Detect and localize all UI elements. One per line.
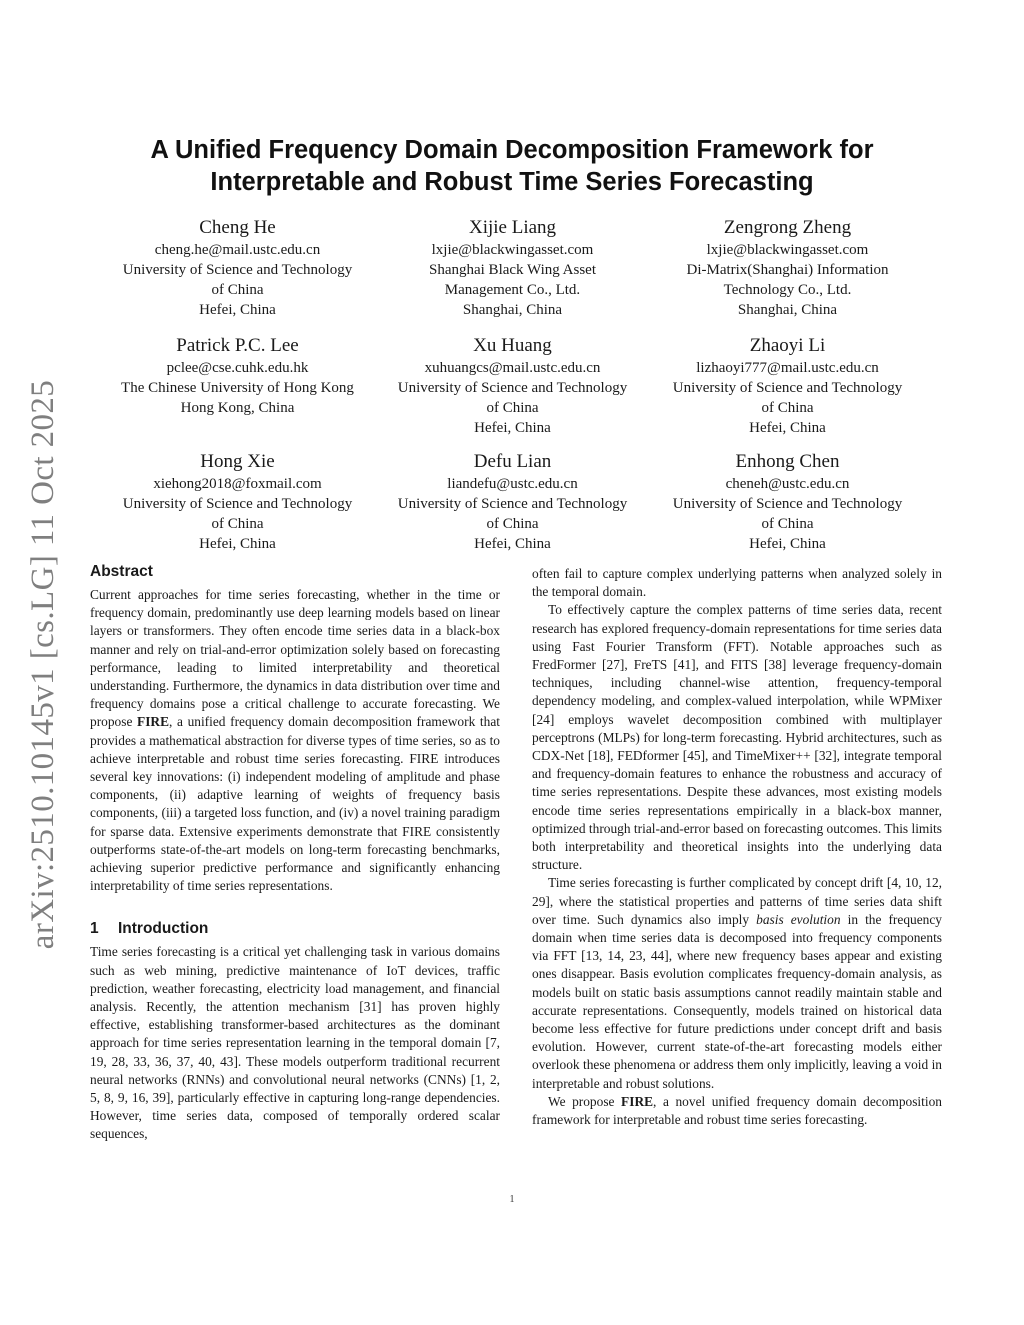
author-affiliation: of China xyxy=(486,400,539,416)
arxiv-identifier xyxy=(20,372,68,956)
author-location: Shanghai, China xyxy=(462,302,563,318)
model-name: FIRE xyxy=(137,714,170,730)
paragraph-text: Time series forecasting is further complicated by concept drift [4, 10, 12, 29], where the statistical properties and patterns of time series data shift over time. Such dynamics also imply xyxy=(532,875,942,927)
author-location: Hefei, China xyxy=(199,302,276,318)
intro-paragraph-3 xyxy=(532,874,942,1092)
author-block xyxy=(375,334,650,438)
arxiv-identifier-text: arXiv:2510.10145v1 [cs.LG] 11 Oct 2025 xyxy=(25,379,62,949)
author-block xyxy=(375,450,650,554)
author-affiliation: of China xyxy=(761,516,814,532)
author-affiliation: University of Science and Technology xyxy=(397,380,628,396)
author-affiliation: of China xyxy=(486,516,539,532)
author-email: lxjie@blackwingasset.com xyxy=(706,242,869,258)
paragraph-text: , a novel unified frequency domain decomposition framework for interpretable and robust time series forecasting. xyxy=(532,1093,942,1128)
author-location: Hefei, China xyxy=(199,536,276,552)
paper-title-line: Interpretable and Robust Time Series Forecasting xyxy=(210,168,814,196)
author-email: pclee@cse.cuhk.edu.hk xyxy=(166,360,309,376)
emphasis-text: basis evolution xyxy=(756,911,841,927)
author-block xyxy=(100,334,375,418)
author-affiliation: University of Science and Technology xyxy=(672,496,903,512)
author-block xyxy=(100,216,375,320)
section-number: 1 xyxy=(90,920,99,938)
author-affiliation: The Chinese University of Hong Kong xyxy=(121,380,354,396)
author-name: Zengrong Zheng xyxy=(723,217,852,238)
author-name: Cheng He xyxy=(199,217,276,238)
author-affiliation: University of Science and Technology xyxy=(397,496,628,512)
author-location: Hefei, China xyxy=(749,536,826,552)
model-name: FIRE xyxy=(621,1093,654,1109)
paragraph-text: We propose xyxy=(548,1093,622,1109)
author-block xyxy=(100,450,375,554)
paper-title-line: A Unified Frequency Domain Decomposition Framework for xyxy=(150,136,874,164)
author-email: lizhaoyi777@mail.ustc.edu.cn xyxy=(696,360,879,376)
author-location: Shanghai, China xyxy=(737,302,838,318)
author-location: Hong Kong, China xyxy=(180,400,295,416)
paper-title xyxy=(100,134,924,198)
author-name: Patrick P.C. Lee xyxy=(176,335,299,356)
author-name: Xijie Liang xyxy=(468,217,557,238)
author-affiliation: of China xyxy=(211,282,264,298)
author-affiliation: Technology Co., Ltd. xyxy=(723,282,852,298)
author-affiliation: University of Science and Technology xyxy=(672,380,903,396)
author-affiliation: Management Co., Ltd. xyxy=(444,282,581,298)
author-location: Hefei, China xyxy=(749,420,826,436)
left-column xyxy=(90,562,500,1144)
author-email: xiehong2018@foxmail.com xyxy=(153,476,322,492)
intro-paragraph-2: To effectively capture the complex patterns of time series data, recent research has explored frequency-domain representations for time series data using Fast Fourier Transform (FFT). Notable approaches such as FredFormer [27], FreTS [41], and FITS [38] leverage frequency-domain techniques, including channel-wise attention, frequency-temporal dependency modeling, and complex-valued interpolation, while WPMixer [24] employs wavelet decomposition combined with multiplayer perceptrons (MLPs) for long-term forecasting. Hybrid architectures, such as CDX-Net [18], FEDformer [45], and TimeMixer++ [32], integrate temporal and frequency-domain features to enhance the robustness and accuracy of time series representations. Despite these advances, most existing models encode time series representations empirically in a black-box manner, optimized through trial-and-error based on forecasting outcomes. This limits both interpretability and theoretical insights into the underlying data structure. xyxy=(532,602,942,873)
intro-paragraph-1: Time series forecasting is a critical yet challenging task in various domains such as web mining, predictive maintenance of IoT devices, traffic prediction, weather forecasting, electricity load management, and financial analysis. Recently, the attention mechanism [31] has proven highly effective, establishing transformer-based architectures as the dominant approach for time series representation learning in the temporal domain [7, 19, 28, 33, 36, 37, 40, 43]. These models outperform traditional recurrent neural networks (RNNs) and convolutional neural networks (CNNs) [1, 2, 5, 8, 9, 16, 39], particularly effective in capturing long-range dependencies. However, time series data, composed of temporally ordered scalar sequences, xyxy=(90,944,500,1142)
author-affiliation: Shanghai Black Wing Asset xyxy=(428,262,597,278)
author-block xyxy=(375,216,650,320)
author-email: xuhuangcs@mail.ustc.edu.cn xyxy=(424,360,601,376)
author-affiliation: of China xyxy=(211,516,264,532)
author-name: Xu Huang xyxy=(473,335,552,356)
abstract-heading: Abstract xyxy=(90,563,153,580)
author-affiliation: University of Science and Technology xyxy=(122,496,353,512)
abstract-text: Current approaches for time series forecasting, whether in the time or frequency domain, predominantly use deep learning models based on linear layers or transformers. They often encode time series data in a black-box manner and rely on trial-and-error optimization solely based on forecasting performance, leading to limited interpretability and theoretical understanding. Furthermore, the dynamics in data distribution over time and frequency domains pose a critical challenge to accurate forecasting. We propose FIRE, a unified frequency domain decomposition framework that provides a mathematical abstraction for diverse types of time series, so as to achieve interpretable and robust time series forecasting. FIRE introduces several key innovations: (i) independent modeling of amplitude and phase components, (ii) adaptive learning of weights of frequency basis components, (iii) a targeted loss function, and (iv) a novel training paradigm for sparse data. Extensive experiments demonstrate that FIRE consistently outperforms state-of-the-art models on long-term forecasting benchmarks, achieving superior predictive performance and significantly enhancing interpretability of time series representations. xyxy=(90,587,500,894)
author-block xyxy=(650,216,925,320)
author-location: Hefei, China xyxy=(474,420,551,436)
intro-paragraph-4 xyxy=(532,1093,942,1129)
section-title: Introduction xyxy=(118,920,209,938)
author-block xyxy=(650,450,925,554)
paragraph-text: in the frequency domain when time series data is decomposed into frequency components via FFT [13, 14, 23, 44], where new frequency bases appear and existing ones disappear. Basis evolution complicates frequency-domain analysis, as models built on static basis assumptions cannot readily maintain stable and accurate representations. Consequently, models trained on historical data become less effective for future predictions under concept drift and basis evolution. However, current state-of-the-art forecasting models either overlook these phenomena or address them only implicitly, leaving a void in interpretable and robust solutions. xyxy=(532,911,943,1091)
author-block xyxy=(650,334,925,438)
right-column xyxy=(532,565,942,1129)
author-email: cheng.he@mail.ustc.edu.cn xyxy=(154,242,321,258)
author-location: Hefei, China xyxy=(474,536,551,552)
introduction-heading xyxy=(90,919,500,939)
author-affiliation: Di-Matrix(Shanghai) Information xyxy=(686,262,889,278)
intro-paragraph-1-continued: often fail to capture complex underlying patterns when analyzed solely in the temporal domain. xyxy=(532,566,942,600)
author-email: lxjie@blackwingasset.com xyxy=(431,242,594,258)
author-affiliation: of China xyxy=(761,400,814,416)
author-name: Zhaoyi Li xyxy=(749,335,826,356)
author-email: liandefu@ustc.edu.cn xyxy=(447,476,578,492)
page-number: 1 xyxy=(509,1194,515,1205)
author-name: Enhong Chen xyxy=(735,451,840,472)
author-name: Hong Xie xyxy=(200,451,275,472)
author-affiliation: University of Science and Technology xyxy=(122,262,353,278)
author-email: cheneh@ustc.edu.cn xyxy=(725,476,850,492)
author-name: Defu Lian xyxy=(473,451,552,472)
